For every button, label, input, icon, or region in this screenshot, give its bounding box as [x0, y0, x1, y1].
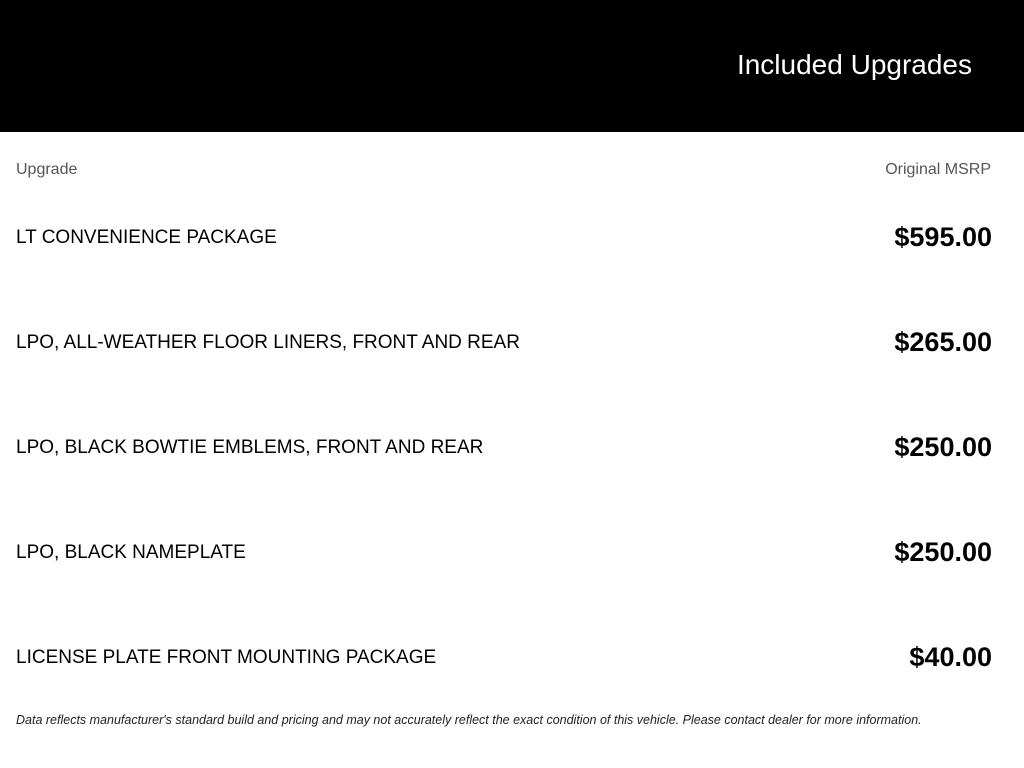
- upgrade-row: [0, 605, 1024, 710]
- upgrade-row: [0, 395, 1024, 500]
- column-header-msrp: Original MSRP: [885, 161, 991, 178]
- upgrade-price: $250.00: [894, 432, 992, 462]
- upgrade-row: [0, 500, 1024, 605]
- upgrade-name: LPO, BLACK BOWTIE EMBLEMS, FRONT AND REAR: [16, 437, 484, 458]
- upgrade-name: LPO, BLACK NAMEPLATE: [16, 542, 246, 563]
- upgrade-price: $250.00: [894, 537, 992, 567]
- upgrades-list: [0, 185, 1024, 710]
- upgrade-name: LPO, ALL-WEATHER FLOOR LINERS, FRONT AND REAR: [16, 332, 520, 353]
- upgrade-row: [0, 290, 1024, 395]
- upgrade-name: LT CONVENIENCE PACKAGE: [16, 227, 277, 248]
- upgrade-price: $595.00: [894, 222, 992, 252]
- upgrade-name: LICENSE PLATE FRONT MOUNTING PACKAGE: [16, 647, 437, 668]
- upgrade-price: $40.00: [909, 642, 992, 672]
- page-title: Included Upgrades: [736, 49, 972, 80]
- column-header-upgrade: Upgrade: [16, 161, 78, 178]
- upgrade-price: $265.00: [894, 327, 992, 357]
- disclaimer-text: Data reflects manufacturer's standard build and pricing and may not accurately reflect the exact condition of this vehicle. Please contact dealer for more information.: [16, 713, 922, 727]
- header-banner: [0, 0, 1024, 132]
- upgrade-row: [0, 185, 1024, 290]
